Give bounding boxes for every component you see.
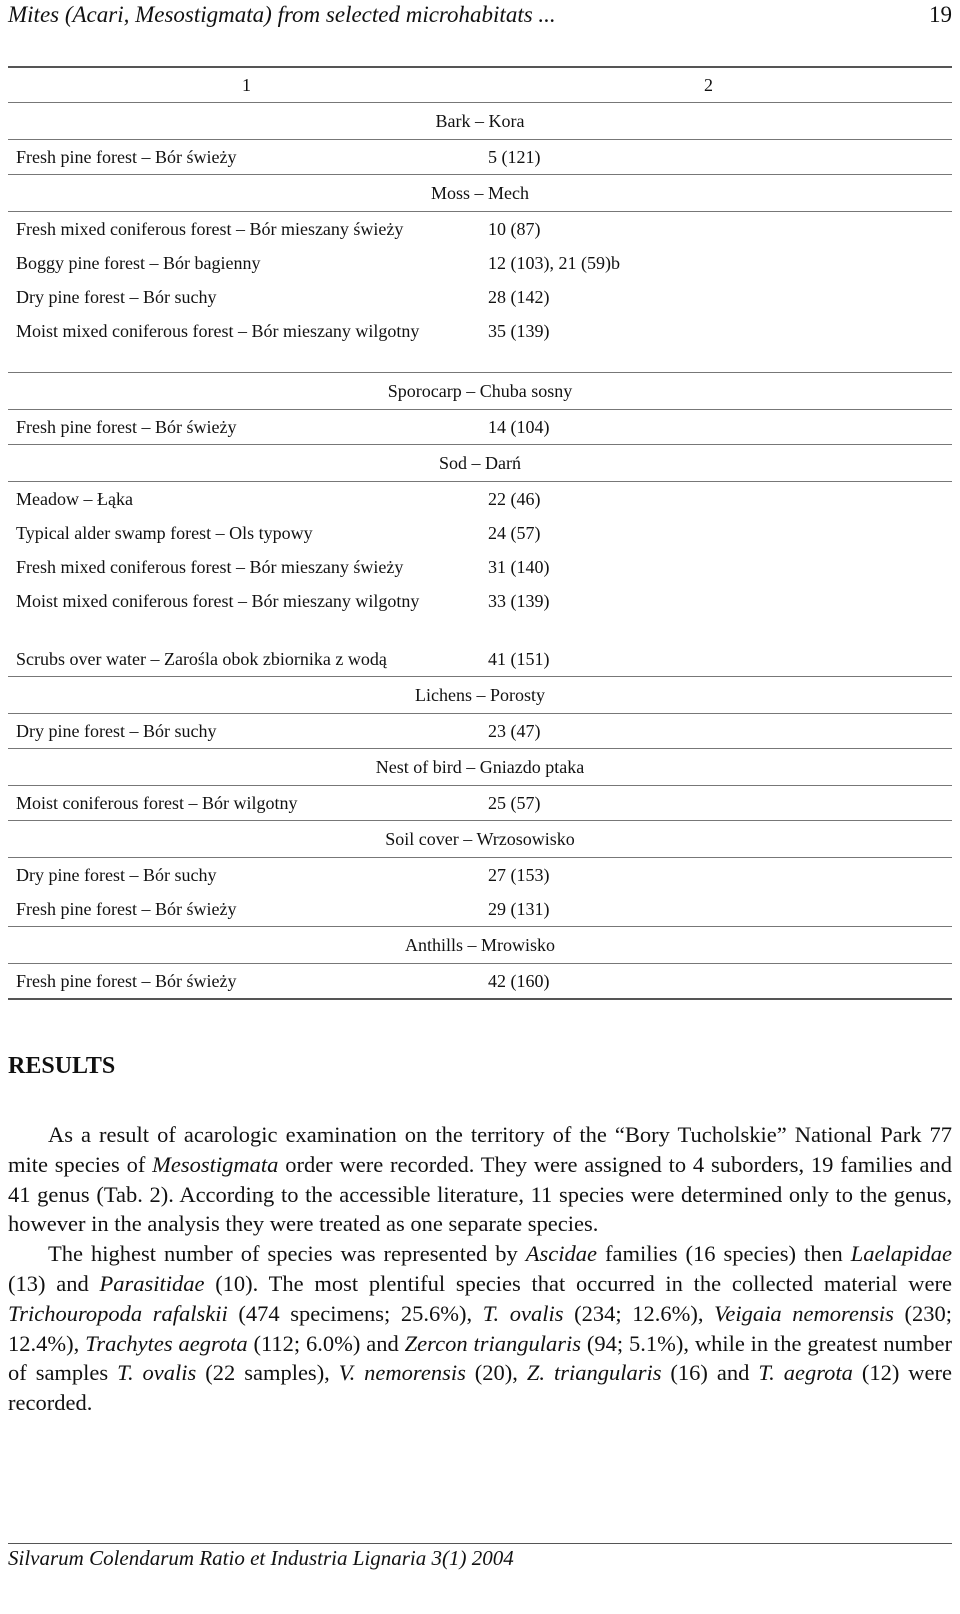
table-row <box>8 482 952 516</box>
text-run: (12) were recorded. <box>8 1360 952 1416</box>
text-run: (230; 12.4%), <box>8 1300 952 1356</box>
taxon-name: Mesostigmata <box>152 1151 279 1177</box>
text-run: (13) and <box>8 1270 100 1296</box>
habitat-table <box>8 66 952 1000</box>
sample-number-cell: 31 (140) <box>488 557 550 577</box>
text-run: families (16 species) then <box>596 1241 851 1267</box>
habitat-cell: Moist coniferous forest – Bór wilgotny <box>16 793 298 813</box>
text-run: (474 specimens; 25.6%), <box>227 1300 483 1326</box>
table-row <box>8 550 952 584</box>
table-section-heading <box>8 445 952 481</box>
sample-number-cell: 27 (153) <box>488 865 550 885</box>
taxon-name: Zercon triangularis <box>404 1330 581 1356</box>
table-row <box>8 410 952 444</box>
running-header <box>8 0 952 32</box>
section-heading-label: Soil cover – Wrzosowisko <box>385 829 575 849</box>
taxon-name: Laelapidae <box>850 1241 952 1267</box>
table-row <box>8 516 952 550</box>
sample-number-cell: 41 (151) <box>488 649 550 669</box>
table-section-heading <box>8 175 952 211</box>
section-heading-label: Nest of bird – Gniazdo ptaka <box>375 757 585 777</box>
sample-number-cell: 12 (103), 21 (59)b <box>488 253 620 273</box>
habitat-cell: Dry pine forest – Bór suchy <box>16 865 217 885</box>
table-row <box>8 786 952 820</box>
text-run: (234; 12.6%), <box>563 1300 715 1326</box>
footer-rule <box>8 1543 952 1544</box>
sample-number-cell: 10 (87) <box>488 219 541 239</box>
section-heading-label: Bark – Kora <box>435 111 525 131</box>
sample-number-cell: 24 (57) <box>488 523 541 543</box>
section-heading-label: Anthills – Mrowisko <box>404 935 555 955</box>
table-row <box>8 964 952 998</box>
table-row <box>8 642 952 676</box>
habitat-cell: Meadow – Łąka <box>16 489 133 509</box>
habitat-cell: Fresh pine forest – Bór świeży <box>16 417 237 437</box>
section-heading-label: Lichens – Porosty <box>415 685 545 705</box>
sample-number-cell: 42 (160) <box>488 971 550 991</box>
text-run: (10). The most plentiful species that occurred in the collected material were <box>204 1270 952 1296</box>
column-2-label: 2 <box>704 75 713 95</box>
table-section-heading <box>8 927 952 963</box>
taxon-name: Trachytes aegrota <box>85 1330 248 1356</box>
table-row <box>8 714 952 748</box>
habitat-cell: Fresh mixed coniferous forest – Bór mieszany świeży <box>16 219 404 239</box>
habitat-cell: Fresh mixed coniferous forest – Bór mieszany świeży <box>16 557 404 577</box>
sample-number-cell: 22 (46) <box>488 489 541 509</box>
results-body <box>8 1120 952 1418</box>
sample-number-cell: 35 (139) <box>488 321 550 341</box>
table-section-heading <box>8 677 952 713</box>
habitat-cell: Dry pine forest – Bór suchy <box>16 721 217 741</box>
table-bottom-rule <box>8 998 952 1000</box>
habitat-cell: Fresh pine forest – Bór świeży <box>16 971 237 991</box>
page-number: 19 <box>929 2 952 27</box>
table-row <box>8 858 952 892</box>
habitat-cell: Boggy pine forest – Bór bagienny <box>16 253 261 273</box>
table-section-heading <box>8 821 952 857</box>
running-title: Mites (Acari, Mesostigmata) from selected microhabitats ... <box>8 2 556 27</box>
text-run: (16) and <box>661 1360 759 1386</box>
taxon-name: V. nemorensis <box>338 1360 466 1386</box>
text-run: order were recorded. They were assigned to 4 suborders, 19 families and 41 genus (Tab. 2). According to the accessible literature, 11 species were determined only to the genus, however in the analysis they were treated as one separate species. <box>8 1151 952 1237</box>
table-row <box>8 314 952 372</box>
taxon-name: Parasitidae <box>99 1270 205 1296</box>
text-run: (94; 5.1%), while in the greatest number of samples <box>8 1330 952 1386</box>
column-1-label: 1 <box>242 75 251 95</box>
table-row <box>8 246 952 280</box>
table-body <box>8 102 952 1000</box>
table-row <box>8 584 952 642</box>
section-heading: RESULTS <box>8 1053 116 1079</box>
habitat-cell: Fresh pine forest – Bór świeży <box>16 899 237 919</box>
table-section-heading <box>8 103 952 139</box>
section-heading-label: Moss – Mech <box>431 183 529 203</box>
taxon-name: T. ovalis <box>117 1360 197 1386</box>
taxon-name: Trichouropoda rafalskii <box>8 1300 228 1326</box>
sample-number-cell: 23 (47) <box>488 721 541 741</box>
table-row <box>8 892 952 926</box>
taxon-name: T. ovalis <box>482 1300 564 1326</box>
taxon-name: Z. triangularis <box>526 1360 662 1386</box>
text-run: (22 samples), <box>196 1360 339 1386</box>
taxon-name: T. aegrota <box>758 1360 853 1386</box>
table-section-heading <box>8 749 952 785</box>
text-run: As a result of acarologic examination on the territory of the “Bory Tucholskie” National Park 77 mite species of <box>8 1122 952 1177</box>
habitat-cell: Moist mixed coniferous forest – Bór mieszany wilgotny <box>16 321 420 341</box>
taxon-name: Veigaia nemorensis <box>714 1300 894 1326</box>
habitat-cell: Dry pine forest – Bór suchy <box>16 287 217 307</box>
sample-number-cell: 28 (142) <box>488 287 550 307</box>
taxon-name: Ascidae <box>525 1241 597 1267</box>
text-run: The highest number of species was represented by <box>48 1241 526 1267</box>
table-section-heading <box>8 373 952 409</box>
table-row <box>8 280 952 314</box>
habitat-cell: Scrubs over water – Zarośla obok zbiornika z wodą <box>16 649 387 669</box>
section-heading-label: Sporocarp – Chuba sosny <box>387 381 573 401</box>
text-run: (20), <box>465 1360 527 1386</box>
text-run: (112; 6.0%) and <box>247 1330 405 1356</box>
section-heading-label: Sod – Darń <box>439 453 521 473</box>
body-paragraph <box>8 1239 952 1418</box>
sample-number-cell: 25 (57) <box>488 793 541 813</box>
sample-number-cell: 5 (121) <box>488 147 541 167</box>
table-column-header <box>8 68 952 102</box>
table-row <box>8 212 952 246</box>
habitat-cell: Moist mixed coniferous forest – Bór mieszany wilgotny <box>16 591 420 611</box>
table-row <box>8 140 952 174</box>
sample-number-cell: 33 (139) <box>488 591 550 611</box>
body-paragraph <box>8 1120 952 1239</box>
sample-number-cell: 14 (104) <box>488 417 550 437</box>
sample-number-cell: 29 (131) <box>488 899 550 919</box>
habitat-cell: Typical alder swamp forest – Ols typowy <box>16 523 313 543</box>
habitat-cell: Fresh pine forest – Bór świeży <box>16 147 237 167</box>
running-footer: Silvarum Colendarum Ratio et Industria Lignaria 3(1) 2004 <box>8 1546 514 1570</box>
